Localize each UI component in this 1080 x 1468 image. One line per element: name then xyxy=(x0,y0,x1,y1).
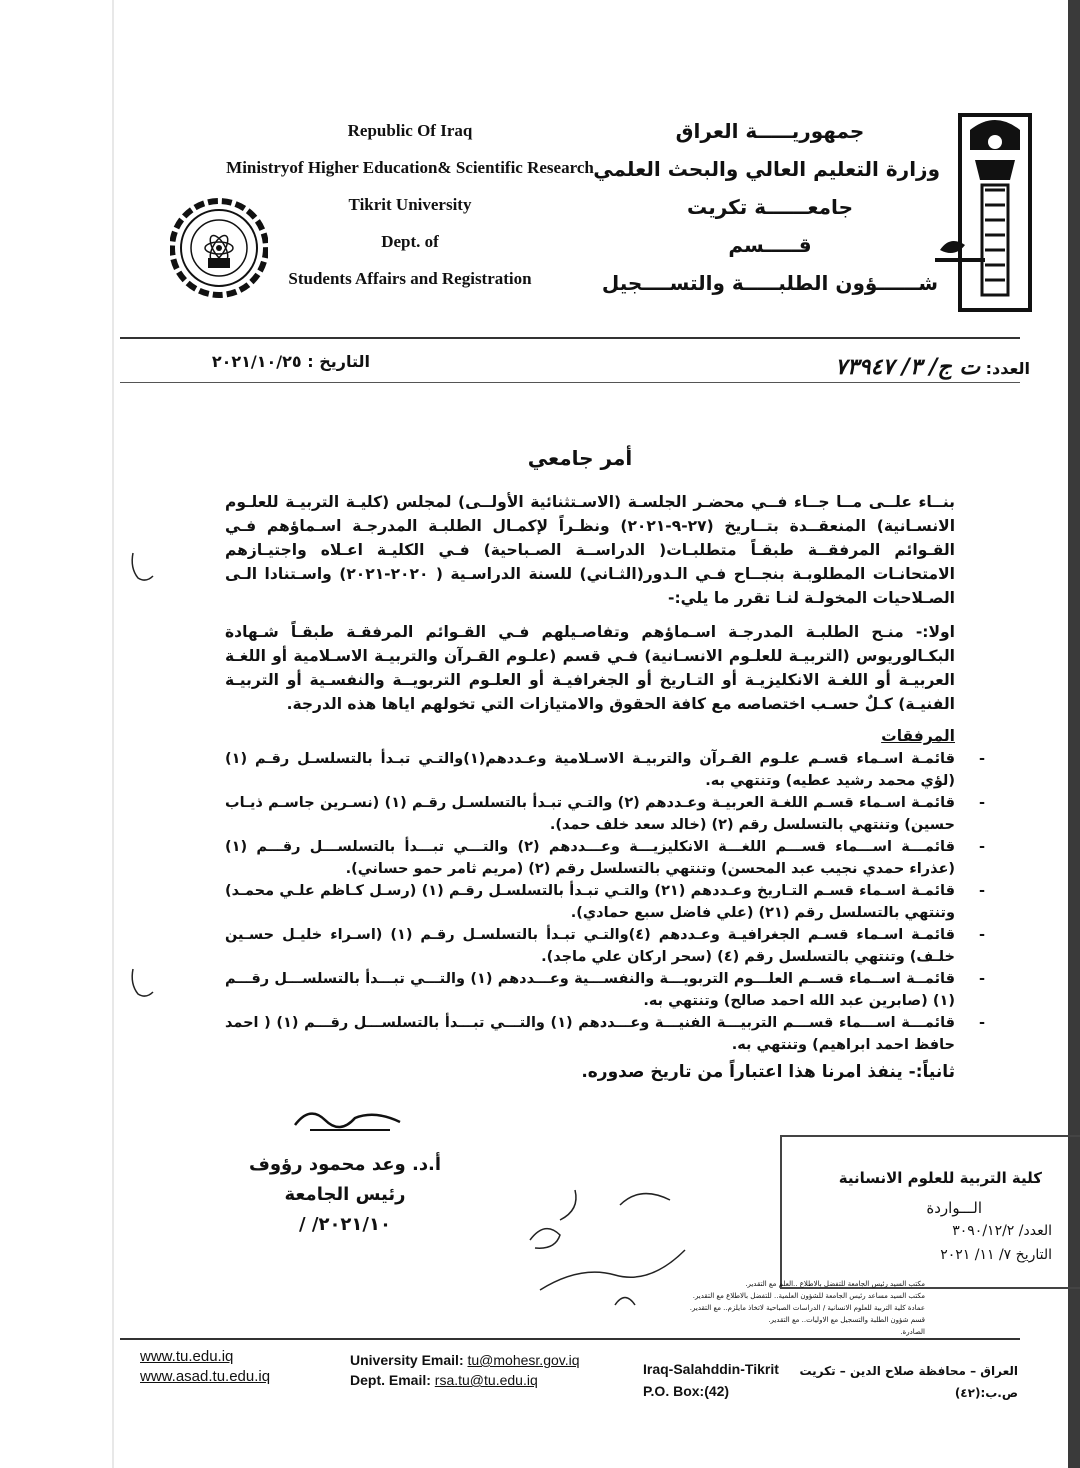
header-divider xyxy=(120,337,1020,339)
handwritten-note-icon xyxy=(520,1180,700,1320)
stamp-college: كلية التربية للعلوم الانسانية xyxy=(838,1169,1042,1187)
number-label: العدد: xyxy=(985,359,1030,378)
signature-block xyxy=(230,1150,460,1240)
pobox-en: P.O. Box:(42) xyxy=(643,1383,730,1399)
country-en: Republic Of Iraq xyxy=(347,121,473,140)
dept-label-en: Dept. of xyxy=(381,232,439,251)
margin-mark-icon xyxy=(128,548,158,588)
attachment-item: - قائمـة اسـماء قسـم اللغـة العربيـة وعـددهم (٢) والتـي تبـدأ بالتسلسـل رقـم (١) (نسـرين جاسـم ذيـاب حسين) وتنتهي بالتسلسل رقم (٢) (خالد سعد خلف حمد). xyxy=(225,792,955,836)
first-item-paragraph: اولا:- منـح الطلبـة المدرجـة اسـماؤهم وتفاصـيلهم فـي القـوائم المرفقـة طبقـاً شـهادة البكـالوريوس (التربيـة للعلـوم الانسـانية) فـي قسم (علـوم القـرآن والتربيـة الاسـلامية أو اللغـة العربيـة أو اللغـة الانكليزيـة أو التـاريخ أو الجغرافيـة أو العلـوم التربويــة والنفسـية أو التربيـة الفنيـة) كـلٌ حسـب اختصاصه مع كافة الحقوق والامتيازات التي تخولهم اياها هذه الدرجة. xyxy=(225,623,955,713)
dept-email-label: Dept. Email: xyxy=(350,1372,431,1388)
arabic-letterhead xyxy=(593,112,940,302)
attachment-item: - قائمـة اسـماء قسـم علـوم القـرآن والتربيـة الاسـلامية وعـددهم(١)والتـي تبـدأ بالتسلسـل رقـم (١) (لؤي محمد رشيد عطيه) وتنتهي به. xyxy=(225,748,955,792)
english-letterhead xyxy=(210,112,610,297)
attachments-list xyxy=(225,748,955,1056)
website-link[interactable]: www.asad.tu.edu.iq xyxy=(140,1368,271,1385)
address-ar: العراق – محافظة صلاح الدين – تكريت xyxy=(799,1364,1018,1378)
signature-date: ٢٠٢١/١٠/ / xyxy=(299,1214,391,1235)
ministry-ar: وزارة التعليم العالي والبحث العلمي xyxy=(593,157,940,181)
stamp-incoming: الـــواردة xyxy=(926,1199,982,1217)
meta-divider xyxy=(120,382,1020,383)
dept-name-ar: شــــــؤون الطلبـــــة والتســــجيل xyxy=(601,271,939,295)
website-link[interactable]: www.tu.edu.iq xyxy=(140,1348,234,1365)
incoming-stamp xyxy=(780,1135,1080,1289)
document-number xyxy=(700,355,1030,380)
stamp-number: العدد/ ٣٠٩٠/١٢/٢ xyxy=(952,1223,1052,1239)
distribution-item: عمادة كلية التربية للعلوم الانسانية / الدراسات الصباحية لاتخاذ مايلزم.. مع التقدير. xyxy=(689,1304,925,1312)
attachment-item: - قائمـة اسـماء قسـم الجغرافيـة وعـددهم (٤)والتـي تبـدأ بالتسلسـل رقـم (١) (اسـراء خليـل حسـين خلـف) وتنتهي بالتسلسل رقم (٤) (سحر اركان علي ماجد). xyxy=(225,924,955,968)
distribution-item: مكتب السيد مساعد رئيس الجامعة للشؤون العلمية.. للتفضل بالاطلاع مع التقدير. xyxy=(692,1292,925,1300)
uni-email-label: University Email: xyxy=(350,1352,464,1368)
university-en: Tikrit University xyxy=(348,195,472,214)
attachment-item: - قائمـــة اســـماء قســـم التربيـــة الفنيـــة وعـــددهم (١) والتـــي تبـــدأ بالتسلســـل رقـــم (١) ( احمد حافظ احمد ابراهيم) وتنتهي به. xyxy=(225,1012,955,1056)
university-seal-icon xyxy=(170,178,268,318)
uni-email-link[interactable]: tu@mohesr.gov.iq xyxy=(467,1352,580,1368)
footer-divider xyxy=(120,1338,1020,1340)
attachment-item: - قائمـــة اســـماء قســـم اللغـــة الانكليزيـــة وعـــددهم (٢) والتـــي تبـــدأ بالتسلســـل رقـــم (١) (عذراء حمدي نجيب عبد المحسن) وتنتهي بالتسلسل رقم (٢) (مريم ثامر حمو حساني). xyxy=(225,836,955,880)
intro-paragraph: بنــاء علــى مــا جــاء فــي محضـر الجلسـة (الاسـتثنائية الأولــى) لمجلس (كليـة التربيـة للعلـوم الانسـانية) المنعقــدة بتــاريخ (٢٧-٩-٢٠٢١) ونظـراً لإكمـال الطلبـة المدرجـة اسـماؤهم فـي القـوائم المرفقــة طبقـاً متطلبـات( الدراســة الصـباحية) فـي الكليـة اعـلاه واجتيـازهم الامتحانـات المطلوبـة بنجــاح فـي الـدور(الثـاني) للسنة الدراسـية ( ٢٠٢٠-٢٠٢١) واسـتنادا الـى الصـلاحيات المخولـة لنـا تقرر ما يلي:- xyxy=(225,493,956,607)
dept-name-en: Students Affairs and Registration xyxy=(288,269,532,288)
dept-label-ar: قـــــسم xyxy=(728,233,812,257)
order-title: أمر جامعي xyxy=(527,446,633,470)
pobox-ar: ص.ب:(٤٢) xyxy=(954,1386,1018,1400)
distribution-item: الصادرة. xyxy=(900,1328,925,1336)
margin-mark-icon xyxy=(128,964,158,1004)
address-en: Iraq-Salahddin-Tikrit xyxy=(643,1361,779,1377)
number-value: ت ج/ ٣/ ٧٣٩٤٧ xyxy=(835,355,981,380)
document-date xyxy=(150,352,370,371)
attachment-item: - قائمــة اســماء قســم العلـــوم التربويـــة والنفســـية وعـــددهم (١) والتـــي تبـــدأ بالتسلســـل رقـــم (١) (صابرين عبد الله احمد صالح) وتنتهي به. xyxy=(225,968,955,1012)
date-value: ٢٠٢١/١٠/٢٥ xyxy=(211,352,302,371)
attachments-title: المرفقات xyxy=(881,727,955,745)
footer-address-en xyxy=(643,1358,779,1402)
distribution-item: قسم شؤون الطلبة والتسجيل مع الاوليات.. مع التقدير. xyxy=(768,1316,925,1324)
footer-emails xyxy=(350,1350,580,1390)
president-signature-icon xyxy=(290,1100,410,1140)
attachment-item: - قائمـة اسـماء قسـم التـاريخ وعـددهم (٢١) والتـي تبـدأ بالتسلسـل رقـم (١) (رسـل كـاظم علـي محمـد) وتنتهي بالتسلسل رقم (٢١) (علي فاضل سبع حمادي). xyxy=(225,880,955,924)
distribution-list xyxy=(680,1278,925,1338)
signatory-name: أ.د. وعد محمود رؤوف xyxy=(248,1154,442,1175)
dept-email-link[interactable]: rsa.tu@tu.edu.iq xyxy=(434,1372,538,1388)
university-ar: جامعــــــة تكريت xyxy=(687,195,853,219)
scan-shadow xyxy=(112,0,114,1468)
footer-address-ar xyxy=(799,1360,1018,1404)
distribution-item: مكتب السيد رئيس الجامعة للتفضل بالاطلاع ..العلم مع التقدير. xyxy=(745,1280,925,1288)
stamp-date: التاريخ ٧/ ١١/ ٢٠٢١ xyxy=(940,1247,1052,1263)
order-body xyxy=(225,490,955,1084)
ministry-en: Ministryof Higher Education& Scientific Research xyxy=(226,158,594,177)
tikrit-emblem-icon xyxy=(930,110,1040,325)
country-ar: جمهوريـــــة العراق xyxy=(675,119,865,143)
footer-websites xyxy=(140,1347,270,1387)
date-label: التاريخ : xyxy=(307,352,370,371)
second-item-paragraph: ثانياً:- ينفذ امرنا هذا اعتباراً من تاريخ صدوره. xyxy=(581,1062,955,1082)
signatory-title: رئيس الجامعة xyxy=(284,1184,406,1205)
